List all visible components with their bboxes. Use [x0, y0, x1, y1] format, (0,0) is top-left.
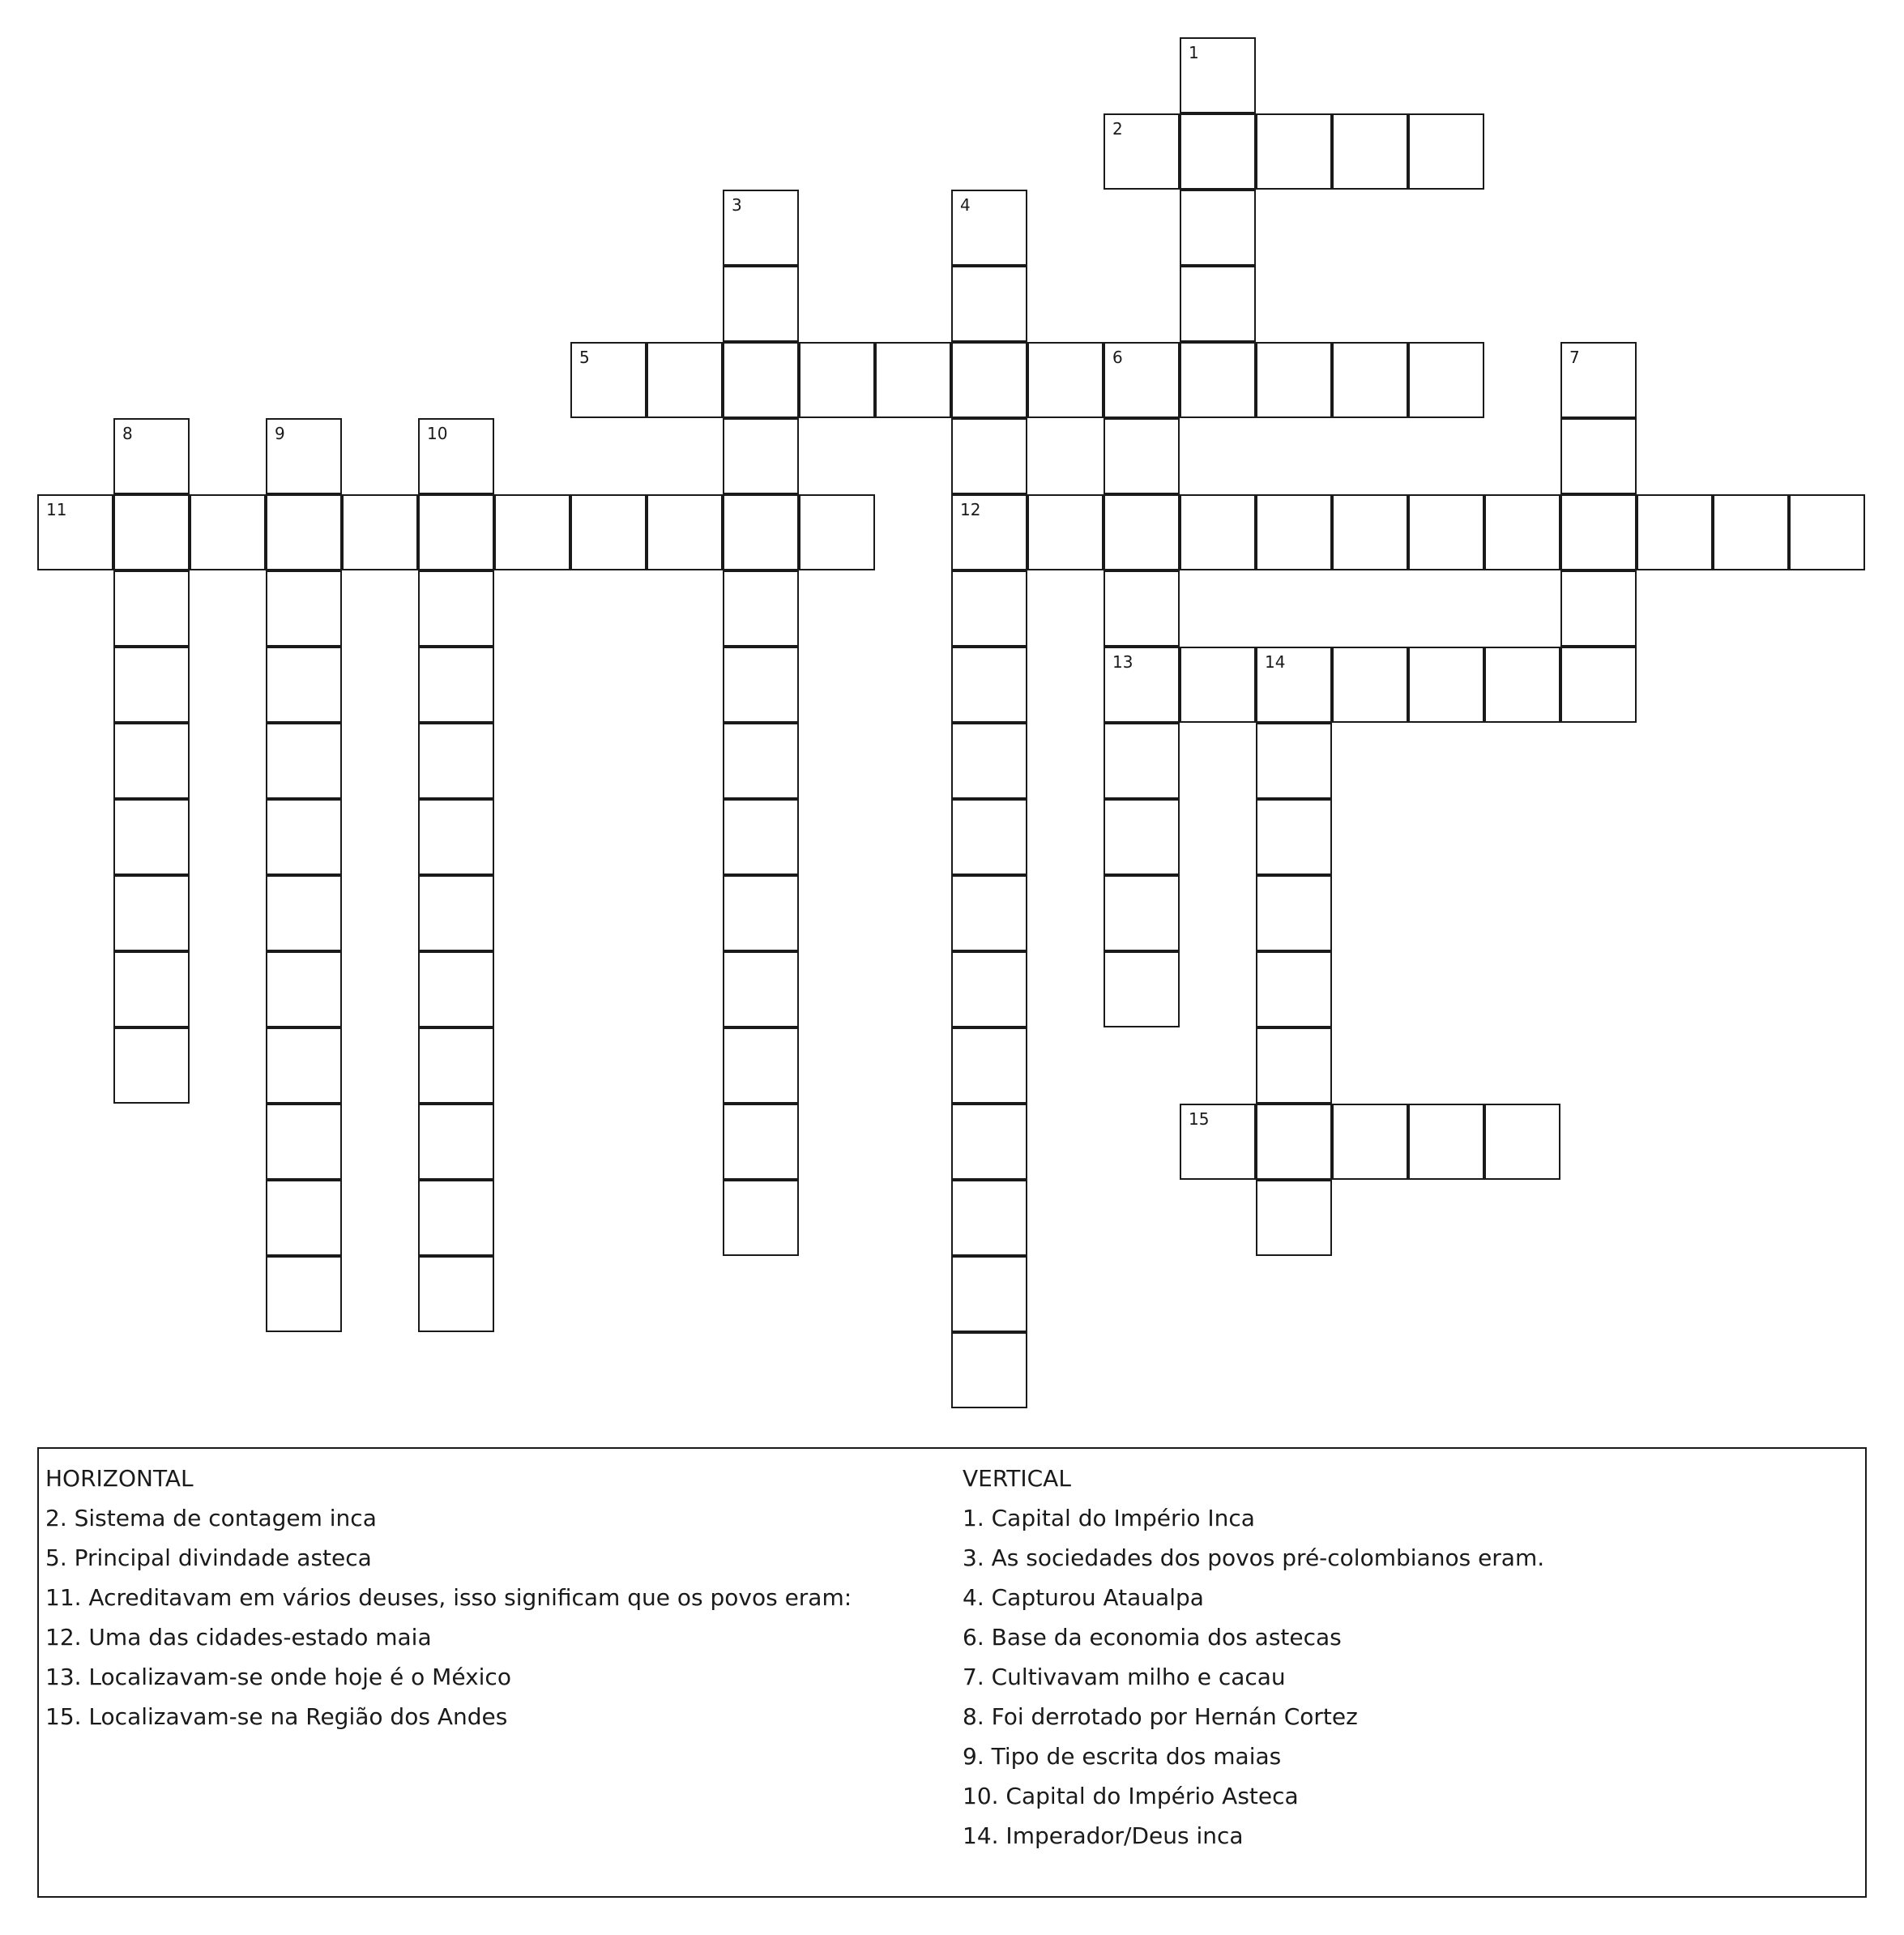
grid-cell[interactable] [951, 1332, 1027, 1408]
grid-cell[interactable] [723, 1027, 799, 1104]
horizontal-clues [45, 1459, 945, 1736]
grid-cell[interactable] [418, 1027, 494, 1104]
vertical-clue: 8. Foi derrotado por Hernán Cortez [963, 1703, 1358, 1730]
grid-cell[interactable] [1104, 113, 1180, 190]
grid-cell[interactable] [418, 418, 494, 494]
clue-box [37, 1447, 1867, 1898]
grid-cell[interactable] [723, 342, 799, 418]
grid-cell[interactable] [951, 494, 1027, 570]
grid-cell[interactable] [647, 494, 723, 570]
horizontal-clue: 15. Localizavam-se na Região dos Andes [45, 1703, 508, 1730]
grid-cell[interactable] [266, 875, 342, 951]
grid-cell[interactable] [951, 1027, 1027, 1104]
grid-cell[interactable] [951, 266, 1027, 342]
grid-cell[interactable] [951, 190, 1027, 266]
grid-cell[interactable] [1560, 418, 1637, 494]
grid-cell[interactable] [1104, 342, 1180, 418]
grid-cell[interactable] [723, 875, 799, 951]
clue-number: 7 [1569, 348, 1580, 367]
grid-cell[interactable] [266, 799, 342, 875]
grid-cell[interactable] [1560, 494, 1637, 570]
grid-cell[interactable] [1637, 494, 1713, 570]
grid-cell[interactable] [1180, 190, 1256, 266]
horizontal-clue: 5. Principal divindade asteca [45, 1544, 372, 1571]
grid-cell[interactable] [418, 494, 494, 570]
grid-cell[interactable] [1560, 570, 1637, 647]
vertical-clues [963, 1459, 1854, 1856]
grid-cell[interactable] [1256, 875, 1332, 951]
grid-cell[interactable] [1256, 1027, 1332, 1104]
vertical-heading: VERTICAL [963, 1465, 1071, 1492]
grid-cell[interactable] [1256, 799, 1332, 875]
grid-cell[interactable] [1789, 494, 1865, 570]
grid-cell[interactable] [647, 342, 723, 418]
grid-cell[interactable] [1104, 875, 1180, 951]
grid-cell[interactable] [723, 1180, 799, 1256]
grid-cell[interactable] [266, 723, 342, 799]
grid-cell[interactable] [1180, 494, 1256, 570]
grid-cell[interactable] [951, 1256, 1027, 1332]
grid-cell[interactable] [1408, 647, 1484, 723]
grid-cell[interactable] [37, 494, 113, 570]
grid-cell[interactable] [723, 1104, 799, 1180]
grid-cell[interactable] [418, 723, 494, 799]
grid-cell[interactable] [723, 190, 799, 266]
grid-cell[interactable] [951, 875, 1027, 951]
clue-number: 12 [960, 500, 981, 519]
grid-cell[interactable] [113, 1027, 190, 1104]
grid-cell[interactable] [723, 723, 799, 799]
grid-cell[interactable] [723, 951, 799, 1027]
clue-number: 3 [732, 195, 742, 215]
grid-cell[interactable] [266, 570, 342, 647]
vertical-clue: 7. Cultivavam milho e cacau [963, 1664, 1286, 1690]
grid-cell[interactable] [1104, 647, 1180, 723]
grid-cell[interactable] [1104, 723, 1180, 799]
grid-cell[interactable] [1332, 342, 1408, 418]
grid-cell[interactable] [951, 342, 1027, 418]
grid-cell[interactable] [951, 418, 1027, 494]
grid-cell[interactable] [418, 951, 494, 1027]
clue-number: 6 [1112, 348, 1123, 367]
grid-cell[interactable] [1256, 494, 1332, 570]
horizontal-clue: 13. Localizavam-se onde hoje é o México [45, 1664, 511, 1690]
grid-cell[interactable] [951, 1180, 1027, 1256]
grid-cell[interactable] [266, 418, 342, 494]
clue-number: 1 [1189, 43, 1199, 62]
grid-cell[interactable] [266, 647, 342, 723]
grid-cell[interactable] [1484, 647, 1560, 723]
grid-cell[interactable] [1104, 799, 1180, 875]
horizontal-clue: 11. Acreditavam em vários deuses, isso significam que os povos eram: [45, 1584, 852, 1611]
vertical-clue: 1. Capital do Império Inca [963, 1505, 1255, 1531]
grid-cell[interactable] [418, 570, 494, 647]
grid-cell[interactable] [1027, 342, 1104, 418]
grid-cell[interactable] [113, 418, 190, 494]
grid-cell[interactable] [570, 494, 647, 570]
clue-number: 14 [1265, 652, 1286, 672]
grid-cell[interactable] [1332, 113, 1408, 190]
grid-cell[interactable] [799, 494, 875, 570]
grid-cell[interactable] [1408, 494, 1484, 570]
clue-number: 8 [122, 424, 133, 443]
grid-cell[interactable] [266, 951, 342, 1027]
grid-cell[interactable] [951, 1104, 1027, 1180]
grid-cell[interactable] [951, 723, 1027, 799]
grid-cell[interactable] [418, 799, 494, 875]
grid-cell[interactable] [951, 570, 1027, 647]
grid-cell[interactable] [266, 1104, 342, 1180]
grid-cell[interactable] [1256, 723, 1332, 799]
grid-cell[interactable] [1104, 570, 1180, 647]
grid-cell[interactable] [1104, 418, 1180, 494]
grid-cell[interactable] [1484, 1104, 1560, 1180]
grid-cell[interactable] [951, 951, 1027, 1027]
grid-cell[interactable] [1256, 951, 1332, 1027]
vertical-clue: 14. Imperador/Deus inca [963, 1822, 1244, 1849]
grid-cell[interactable] [113, 723, 190, 799]
grid-cell[interactable] [875, 342, 951, 418]
grid-cell[interactable] [1180, 1104, 1256, 1180]
clue-number: 15 [1189, 1109, 1210, 1129]
clue-number: 2 [1112, 119, 1123, 139]
grid-cell[interactable] [1713, 494, 1789, 570]
grid-cell[interactable] [418, 1256, 494, 1332]
grid-cell[interactable] [494, 494, 570, 570]
grid-cell[interactable] [1256, 1180, 1332, 1256]
grid-cell[interactable] [1180, 113, 1256, 190]
grid-cell[interactable] [1408, 1104, 1484, 1180]
grid-cell[interactable] [418, 1180, 494, 1256]
grid-cell[interactable] [1104, 494, 1180, 570]
horizontal-clue: 12. Uma das cidades-estado maia [45, 1624, 432, 1651]
grid-cell[interactable] [1027, 494, 1104, 570]
grid-cell[interactable] [418, 647, 494, 723]
grid-cell[interactable] [1332, 494, 1408, 570]
horizontal-clue: 2. Sistema de contagem inca [45, 1505, 377, 1531]
grid-cell[interactable] [1560, 647, 1637, 723]
grid-cell[interactable] [113, 799, 190, 875]
grid-cell[interactable] [723, 418, 799, 494]
grid-cell[interactable] [1180, 266, 1256, 342]
grid-cell[interactable] [418, 1104, 494, 1180]
grid-cell[interactable] [266, 1027, 342, 1104]
grid-cell[interactable] [190, 494, 266, 570]
clue-number: 10 [427, 424, 448, 443]
clue-number: 4 [960, 195, 971, 215]
grid-cell[interactable] [799, 342, 875, 418]
grid-cell[interactable] [951, 799, 1027, 875]
grid-cell[interactable] [1256, 342, 1332, 418]
vertical-clue: 3. As sociedades dos povos pré-colombianos eram. [963, 1544, 1545, 1571]
clue-number: 13 [1112, 652, 1133, 672]
grid-cell[interactable] [723, 266, 799, 342]
grid-cell[interactable] [1332, 647, 1408, 723]
vertical-clue: 4. Capturou Ataualpa [963, 1584, 1204, 1611]
grid-cell[interactable] [113, 570, 190, 647]
grid-cell[interactable] [1560, 342, 1637, 418]
grid-cell[interactable] [723, 494, 799, 570]
grid-cell[interactable] [1408, 113, 1484, 190]
grid-cell[interactable] [113, 647, 190, 723]
grid-cell[interactable] [1484, 494, 1560, 570]
grid-cell[interactable] [1180, 647, 1256, 723]
grid-cell[interactable] [1256, 1104, 1332, 1180]
clue-number: 5 [579, 348, 590, 367]
grid-cell[interactable] [951, 647, 1027, 723]
grid-cell[interactable] [418, 875, 494, 951]
grid-cell[interactable] [723, 647, 799, 723]
horizontal-heading: HORIZONTAL [45, 1465, 194, 1492]
grid-cell[interactable] [342, 494, 418, 570]
grid-cell[interactable] [266, 1180, 342, 1256]
grid-cell[interactable] [113, 951, 190, 1027]
grid-cell[interactable] [266, 494, 342, 570]
grid-cell[interactable] [266, 1256, 342, 1332]
grid-cell[interactable] [113, 494, 190, 570]
vertical-clue: 6. Base da economia dos astecas [963, 1624, 1342, 1651]
grid-cell[interactable] [570, 342, 647, 418]
grid-cell[interactable] [113, 875, 190, 951]
grid-cell[interactable] [1180, 37, 1256, 113]
vertical-clue: 9. Tipo de escrita dos maias [963, 1743, 1282, 1770]
grid-cell[interactable] [723, 570, 799, 647]
grid-cell[interactable] [1332, 1104, 1408, 1180]
clue-number: 9 [275, 424, 285, 443]
clue-number: 11 [46, 500, 67, 519]
grid-cell[interactable] [1408, 342, 1484, 418]
grid-cell[interactable] [1180, 342, 1256, 418]
vertical-clue: 10. Capital do Império Asteca [963, 1783, 1299, 1809]
grid-cell[interactable] [1104, 951, 1180, 1027]
grid-cell[interactable] [1256, 113, 1332, 190]
grid-cell[interactable] [1256, 647, 1332, 723]
grid-cell[interactable] [723, 799, 799, 875]
